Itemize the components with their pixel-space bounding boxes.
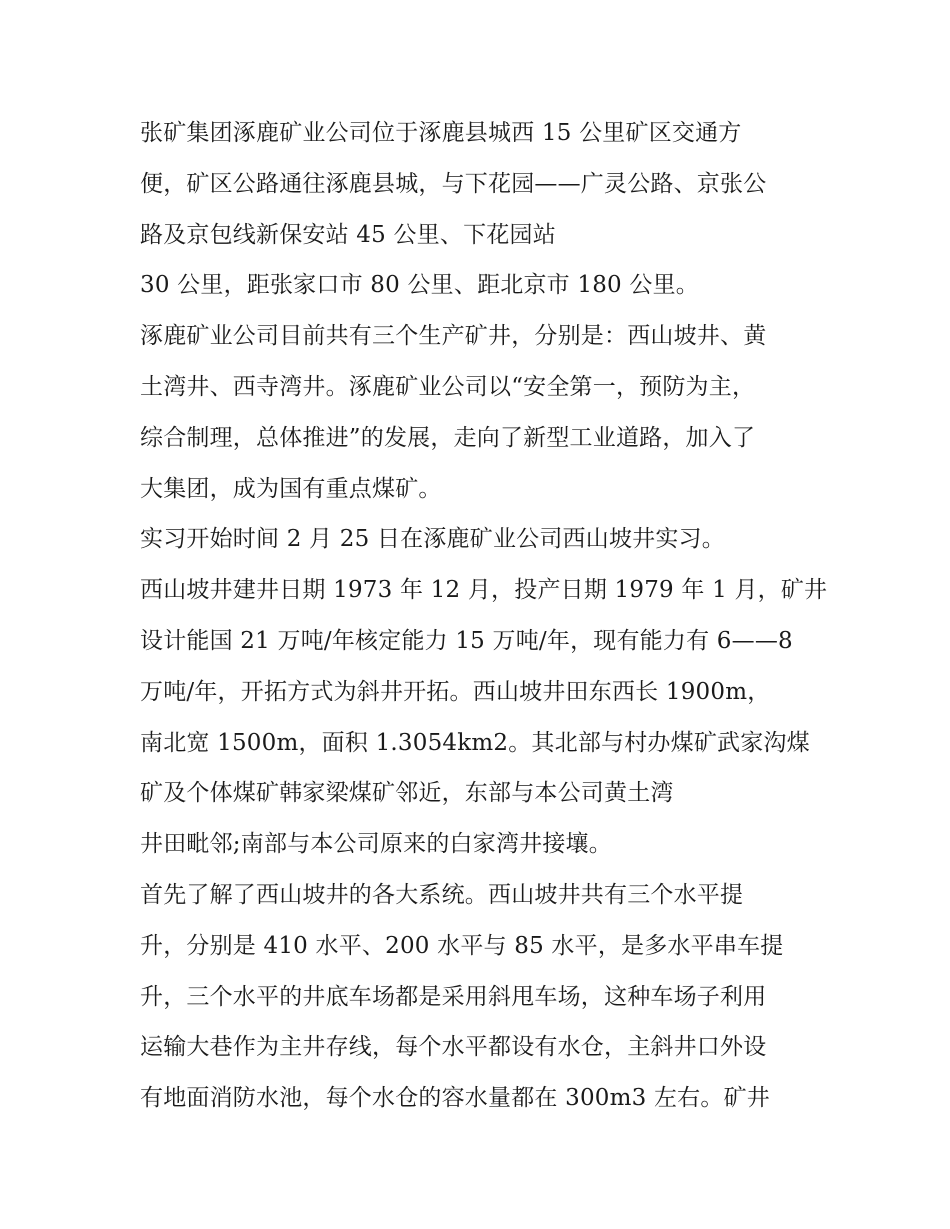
text-line: 实习开始时间 2 月 25 日在涿鹿矿业公司西山坡井实习。 <box>140 526 725 553</box>
text-line: 涿鹿矿业公司目前共有三个生产矿井，分别是：西山坡井、黄 <box>140 323 767 350</box>
text-line: 便，矿区公路通往涿鹿县城，与下花园——广灵公路、京张公 <box>140 170 767 197</box>
text-line: 西山坡井建井日期 1973 年 12 月，投产日期 1979 年 1 月，矿井 <box>140 577 828 604</box>
text-line: 设计能国 21 万吨/年核定能力 15 万吨/年，现有能力有 6——8 <box>140 627 793 654</box>
text-line: 万吨/年，开拓方式为斜井开拓。西山坡井田东西长 1900m， <box>140 678 771 705</box>
text-line: 30 公里，距张家口市 80 公里、距北京市 180 公里。 <box>140 272 699 299</box>
text-line: 南北宽 1500m，面积 1.3054km2。其北部与村办煤矿武家沟煤 <box>140 729 810 756</box>
text-line: 大集团，成为国有重点煤矿。 <box>140 475 442 502</box>
text-line: 张矿集团涿鹿矿业公司位于涿鹿县城西 15 公里矿区交通方 <box>140 120 742 146</box>
body-text <box>140 108 828 1124</box>
text-line: 井田毗邻;南部与本公司原来的白家湾井接壤。 <box>140 831 612 858</box>
text-line: 升，三个水平的井底车场都是采用斜甩车场，这种车场子利用 <box>140 983 767 1010</box>
text-line: 有地面消防水池，每个水仓的容水量都在 300m3 左右。矿井 <box>140 1085 770 1112</box>
text-line: 路及京包线新保安站 45 公里、下花园站 <box>140 221 556 248</box>
text-line: 首先了解了西山坡井的各大系统。西山坡井共有三个水平提 <box>140 881 744 908</box>
text-line: 运输大巷作为主井存线，每个水平都设有水仓，主斜井口外设 <box>140 1034 767 1061</box>
text-line: 综合制理，总体推进”的发展，走向了新型工业道路，加入了 <box>140 424 756 451</box>
text-line: 矿及个体煤矿韩家梁煤矿邻近，东部与本公司黄土湾 <box>140 780 674 807</box>
text-line: 土湾井、西寺湾井。涿鹿矿业公司以“安全第一，预防为主， <box>140 373 756 400</box>
text-line: 升，分别是 410 水平、200 水平与 85 水平，是多水平串车提 <box>140 932 784 959</box>
